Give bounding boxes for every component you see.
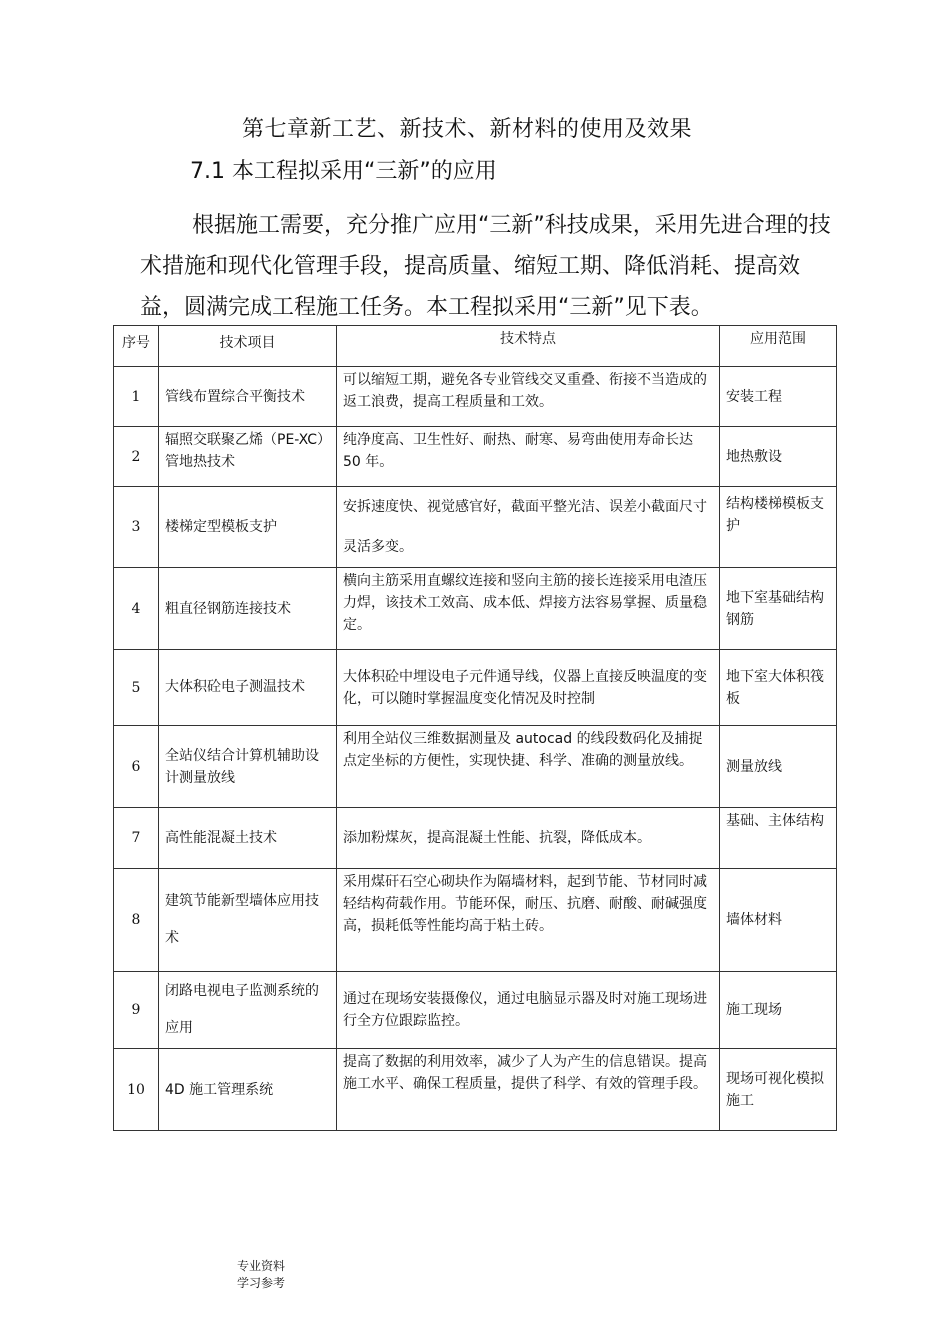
header-scope: 应用范围: [720, 326, 837, 367]
row-item: 管线布置综合平衡技术: [159, 367, 337, 427]
row-feature: 添加粉煤灰，提高混凝土性能、抗裂，降低成本。: [337, 808, 720, 869]
row-no: 7: [114, 808, 159, 869]
table-row: [114, 726, 837, 808]
row-feature: 纯净度高、卫生性好、耐热、耐寒、易弯曲使用寿命长达 50 年。: [337, 427, 720, 487]
row-no: 9: [114, 972, 159, 1049]
row-feature: 利用全站仪三维数据测量及 autocad 的线段数码化及捕捉点定坐标的方便性，实现快捷、科学、准确的测量放线。: [337, 726, 720, 808]
row-no: 1: [114, 367, 159, 427]
intro-text: 根据施工需要，充分推广应用“三新”科技成果，采用先进合理的技术措施和现代化管理手段，提高质量、缩短工期、降低消耗、提高效益，圆满完成工程施工任务。本工程拟采用“三新”见下表。: [140, 213, 831, 320]
row-no: 4: [114, 568, 159, 650]
row-scope: 墙体材料: [720, 869, 837, 972]
table-row: [114, 1049, 837, 1131]
row-no: 3: [114, 487, 159, 568]
table-header-row: [114, 326, 837, 367]
row-scope: 地下室大体积筏板: [720, 650, 837, 726]
row-item: 4D 施工管理系统: [159, 1049, 337, 1131]
section-title: 7.1 本工程拟采用“三新”的应用: [190, 159, 497, 184]
table-row: [114, 427, 837, 487]
row-scope: 安装工程: [720, 367, 837, 427]
row-scope: 现场可视化模拟施工: [720, 1049, 837, 1131]
row-item: 全站仪结合计算机辅助设计测量放线: [159, 726, 337, 808]
table-row: [114, 568, 837, 650]
row-scope: 施工现场: [720, 972, 837, 1049]
table-row: [114, 972, 837, 1049]
table-row: [114, 650, 837, 726]
table-row: [114, 487, 837, 568]
row-feature: 大体积砼中埋设电子元件通导线，仪器上直接反映温度的变化，可以随时掌握温度变化情况及时控制: [337, 650, 720, 726]
table-row: [114, 808, 837, 869]
table-row: [114, 869, 837, 972]
header-item: 技术项目: [159, 326, 337, 367]
row-item: 闭路电视电子监测系统的应用: [159, 972, 337, 1049]
intro-paragraph: [140, 205, 840, 328]
row-feature: 可以缩短工期，避免各专业管线交叉重叠、衔接不当造成的返工浪费，提高工程质量和工效。: [337, 367, 720, 427]
row-feature: 采用煤矸石空心砌块作为隔墙材料，起到节能、节材同时减轻结构荷载作用。节能环保，耐压、抗磨、耐酸、耐碱强度高，损耗低等性能均高于粘土砖。: [337, 869, 720, 972]
row-feature: 通过在现场安装摄像仪，通过电脑显示器及时对施工现场进行全方位跟踪监控。: [337, 972, 720, 1049]
row-item: 辐照交联聚乙烯（PE-XC）管地热技术: [159, 427, 337, 487]
header-feature: 技术特点: [337, 326, 720, 367]
row-no: 2: [114, 427, 159, 487]
chapter-title: 第七章新工艺、新技术、新材料的使用及效果: [242, 117, 693, 142]
row-scope: 测量放线: [720, 726, 837, 808]
row-item: 粗直径钢筋连接技术: [159, 568, 337, 650]
row-feature: 安拆速度快、视觉感官好，截面平整光洁、误差小截面尺寸灵活多变。: [337, 487, 720, 568]
row-item: 建筑节能新型墙体应用技术: [159, 869, 337, 972]
row-no: 8: [114, 869, 159, 972]
row-scope: 结构楼梯模板支护: [720, 487, 837, 568]
row-feature: 横向主筋采用直螺纹连接和竖向主筋的接长连接采用电渣压力焊，该技术工效高、成本低、焊接方法容易掌握、质量稳定。: [337, 568, 720, 650]
row-no: 10: [114, 1049, 159, 1131]
header-no: 序号: [114, 326, 159, 367]
row-no: 6: [114, 726, 159, 808]
footer-note: 专业资料学习参考: [237, 1259, 286, 1290]
row-item: 高性能混凝土技术: [159, 808, 337, 869]
row-item: 大体积砼电子测温技术: [159, 650, 337, 726]
row-item: 楼梯定型模板支护: [159, 487, 337, 568]
new-tech-table: [113, 325, 837, 1131]
table-row: [114, 367, 837, 427]
row-scope: 地下室基础结构钢筋: [720, 568, 837, 650]
row-no: 5: [114, 650, 159, 726]
row-scope: 地热敷设: [720, 427, 837, 487]
row-feature: 提高了数据的利用效率，减少了人为产生的信息错误。提高施工水平、确保工程质量，提供了科学、有效的管理手段。: [337, 1049, 720, 1131]
row-scope: 基础、主体结构: [720, 808, 837, 869]
